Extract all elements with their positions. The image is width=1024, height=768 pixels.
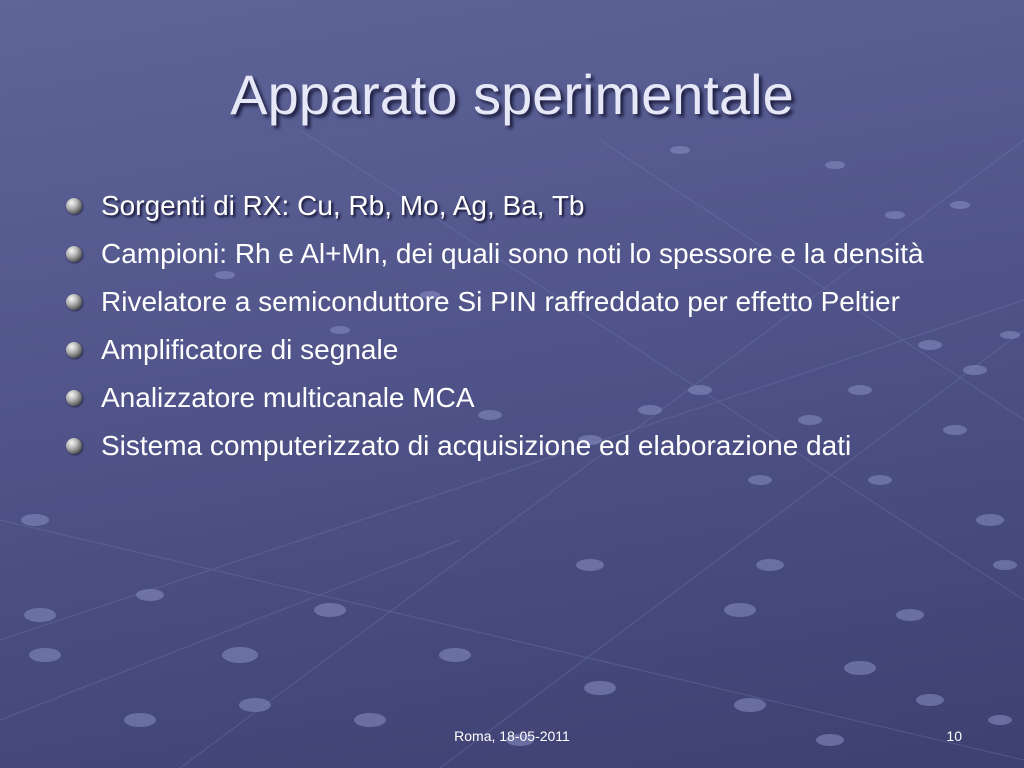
bullet-item <box>66 234 966 273</box>
bullet-text: Sistema computerizzato di acquisizione ed elaborazione dati <box>101 430 852 461</box>
bullet-text: Analizzatore multicanale MCA <box>101 382 475 413</box>
bullet-text: Sorgenti di RX: Cu, Rb, Mo, Ag, Ba, Tb <box>101 190 585 221</box>
bullet-text: Amplificatore di segnale <box>101 334 399 365</box>
bullet-item <box>66 282 966 321</box>
page-number: 10 <box>946 728 962 744</box>
bullet-text: Campioni: Rh e Al+Mn, dei quali sono noti lo spessore e la densità <box>101 238 924 269</box>
bullet-text: Rivelatore a semiconduttore Si PIN raffreddato per effetto Peltier <box>101 286 900 317</box>
sphere-bullet-icon <box>66 246 82 262</box>
sphere-bullet-icon <box>66 294 82 310</box>
footer-date: Roma, 18-05-2011 <box>454 728 570 744</box>
sphere-bullet-icon <box>66 342 82 358</box>
bullet-item <box>66 186 966 225</box>
sphere-bullet-icon <box>66 438 82 454</box>
sphere-bullet-icon <box>66 390 82 406</box>
bullet-item <box>66 378 966 417</box>
bullet-list <box>66 186 966 474</box>
bullet-item <box>66 330 966 369</box>
slide-title: Apparato sperimentale <box>230 63 794 126</box>
sphere-bullet-icon <box>66 198 82 214</box>
bullet-item <box>66 426 966 465</box>
